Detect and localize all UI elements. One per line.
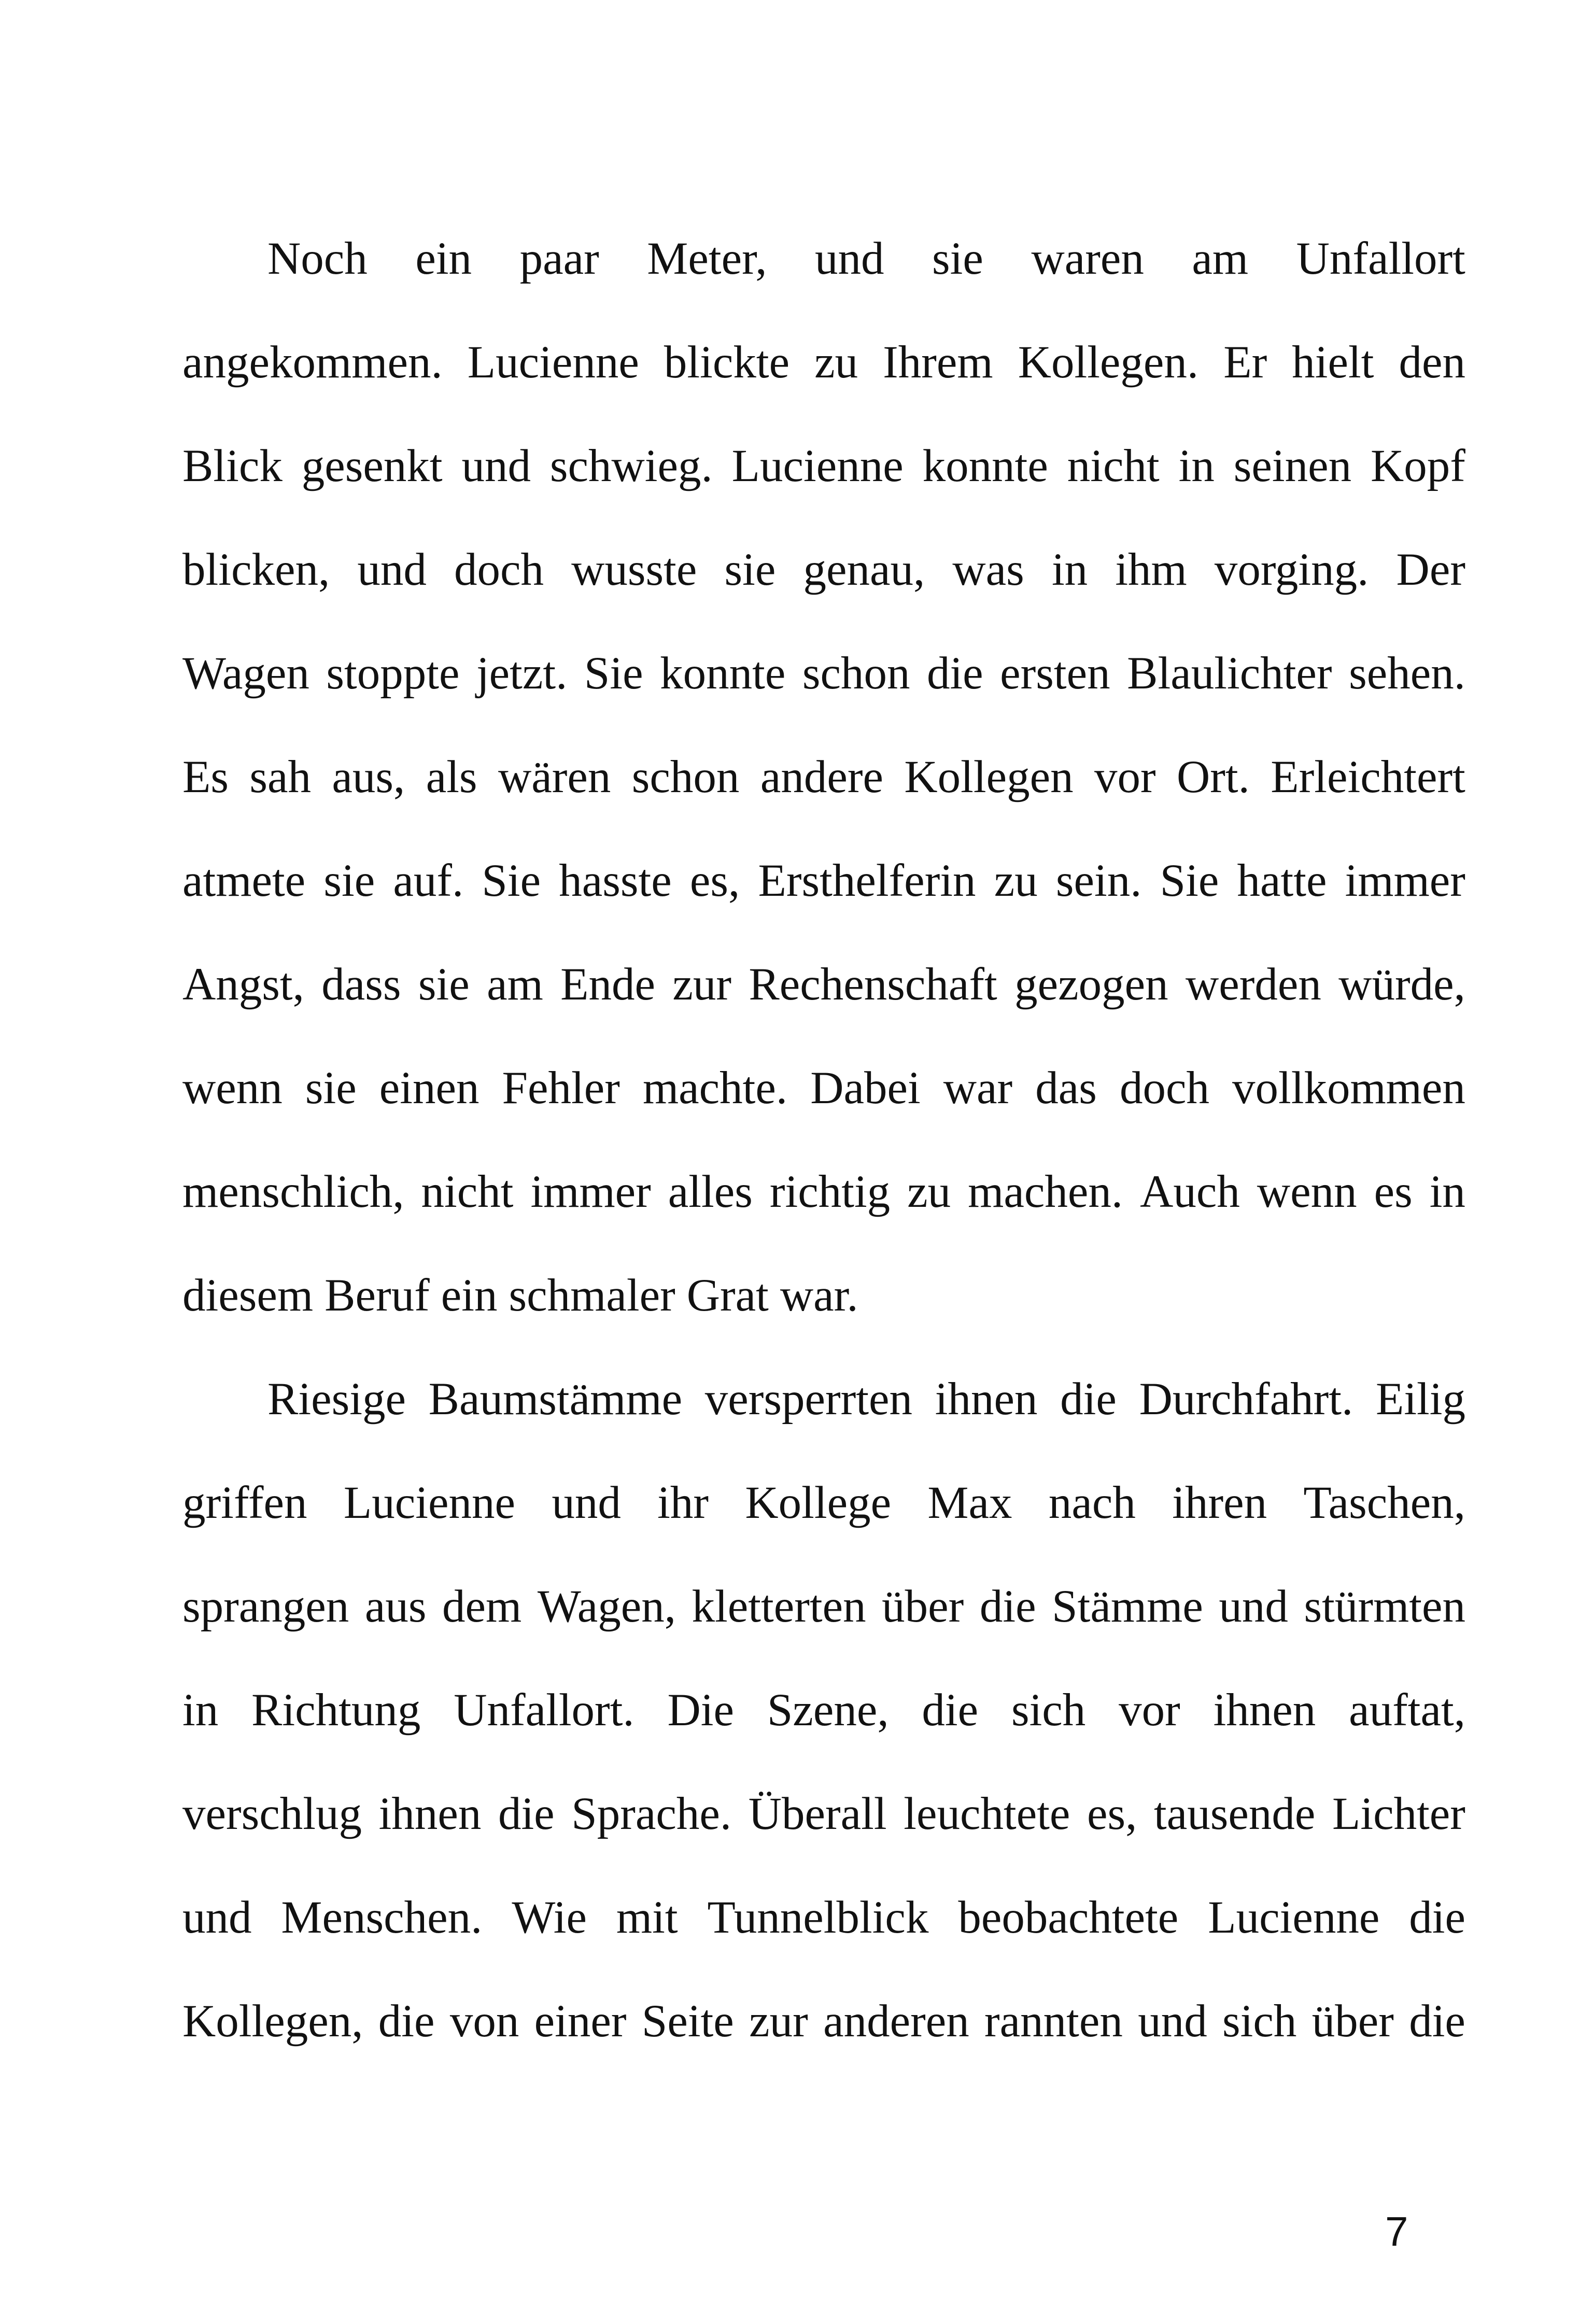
word: zur [672,959,732,1010]
word: zu [814,337,858,388]
word: Lichter [1332,1788,1465,1839]
word: Auch [1140,1166,1240,1217]
word: und [182,1892,252,1943]
word: in [1178,441,1215,491]
word: alles [668,1166,753,1217]
word: zur [749,1996,808,2047]
word: das [1035,1063,1097,1114]
word: sie [724,544,776,595]
word: gezogen [1014,959,1168,1010]
word: Erleichtert [1271,752,1465,802]
word: Sie [482,855,541,906]
word: sie [932,233,983,284]
word: Wagen, [537,1581,676,1632]
text-line [182,1572,1465,1675]
word: Riesige [267,1374,406,1425]
word: Lucienne [467,337,639,388]
word: schmaler [509,1270,675,1321]
word: Max [927,1477,1012,1528]
word: schon [802,648,910,699]
word: paar [519,233,599,284]
word: blicken, [182,544,330,595]
word: doch [1119,1063,1209,1114]
word: angekommen. [182,337,443,388]
word: sehen. [1349,648,1465,699]
word: sein. [1055,855,1142,906]
word: in [182,1685,219,1736]
word: es, [689,855,740,906]
word: menschlich, [182,1166,404,1217]
word: Lucienne [1208,1892,1380,1943]
text-line [182,1883,1465,1987]
word: stoppte [326,648,460,699]
word: Seite [641,1996,734,2047]
word: in [1051,544,1088,595]
word: schon [631,752,740,802]
word: zu [907,1166,951,1217]
word: Wagen [182,648,309,699]
word: dass [321,959,401,1010]
word: mit [616,1892,678,1943]
word: tausende [1154,1788,1316,1839]
word: ein [441,1270,498,1321]
word: hielt [1292,337,1374,388]
word: Sie [584,648,643,699]
word: immer [530,1166,651,1217]
word: die [1409,1892,1465,1943]
word: hatte [1237,855,1327,906]
word: Unfallort [1296,233,1465,284]
word: die [979,1581,1036,1632]
word: Angst, [182,959,304,1010]
word: auf. [393,855,464,906]
word: sie [323,855,375,906]
word: Stämme [1052,1581,1203,1632]
text-line [182,950,1465,1053]
word: und [461,441,531,491]
word: und [357,544,427,595]
word: wenn [182,1063,283,1114]
paragraph [182,1364,1465,2090]
word: nicht [1067,441,1160,491]
word: am [487,959,543,1010]
word: Dabei [810,1063,921,1114]
word: als [426,752,477,802]
word: Ende [560,959,656,1010]
word: Ort. [1177,752,1250,802]
word: ihr [657,1477,709,1528]
word: anderen [823,1996,969,2047]
word: werden [1185,959,1321,1010]
word: leuchtete [904,1788,1070,1839]
text-line [182,224,1465,328]
word: Sprache. [571,1788,732,1839]
word: Ersthelferin [758,855,976,906]
word: gesenkt [301,441,443,491]
word: war [943,1063,1013,1114]
word: ihnen [378,1788,482,1839]
word: stürmten [1304,1581,1465,1632]
word: sich [1222,1996,1297,2047]
text-line [182,1987,1465,2090]
word: sah [249,752,312,802]
word: und [815,233,884,284]
word: und [1219,1581,1288,1632]
text-line [182,431,1465,535]
word: Beruf [325,1270,430,1321]
word: genau, [803,544,925,595]
text-line [182,846,1465,950]
word: und [1138,1996,1207,2047]
text-line [182,1157,1465,1261]
word: ein [415,233,472,284]
word: wenn [1257,1166,1357,1217]
word: Szene, [767,1685,889,1736]
word: zu [994,855,1038,906]
word: am [1192,233,1249,284]
word: von [449,1996,519,2047]
word: sprangen [182,1581,349,1632]
word: kletterten [692,1581,866,1632]
word: die [1409,1996,1465,2047]
word: sie [418,959,470,1010]
word: wusste [571,544,697,595]
word: in [1429,1166,1465,1217]
word: richtig [769,1166,891,1217]
paragraph [182,224,1465,1364]
word: Kollege [745,1477,892,1528]
word: beobachtete [958,1892,1179,1943]
word: seinen [1233,441,1352,491]
word: aus, [332,752,405,802]
word: Meter, [647,233,767,284]
word: rannten [984,1996,1123,2047]
word: machte. [642,1063,788,1114]
text-line [182,1779,1465,1883]
word: andere [760,752,883,802]
word: Wie [512,1892,587,1943]
word: Unfallort. [454,1685,634,1736]
word: Die [667,1685,734,1736]
word: den [1399,337,1465,388]
word: Überall [748,1788,887,1839]
word: vollkommen [1232,1063,1465,1114]
text-line [182,1364,1465,1468]
text-line [182,1675,1465,1779]
word: Menschen. [281,1892,483,1943]
text-line [182,1468,1465,1572]
word: diesem [182,1270,314,1321]
word: die [1060,1374,1117,1425]
body-text [182,224,1465,2090]
word: ihren [1172,1477,1267,1528]
word: Fehler [502,1063,620,1114]
text-line [182,639,1465,742]
word: Blaulichter [1127,648,1332,699]
word: es [1374,1166,1413,1217]
word: waren [1031,233,1144,284]
word: wären [498,752,611,802]
word: hasste [559,855,672,906]
word: Er [1223,337,1267,388]
word: vor [1094,752,1156,802]
word: die [498,1788,555,1839]
word: griffen [182,1477,307,1528]
word: Taschen, [1303,1477,1465,1528]
word: immer [1345,855,1465,906]
word: Sie [1160,855,1219,906]
text-line [182,742,1465,846]
page-number: 7 [1385,2208,1408,2255]
word: Tunnelblick [707,1892,929,1943]
word: aus [364,1581,427,1632]
word: ihm [1115,544,1187,595]
word: Kollegen, [182,1996,363,2047]
word: ihnen [935,1374,1038,1425]
word: schwieg. [549,441,713,491]
word: Richtung [251,1685,421,1736]
word: die [378,1996,435,2047]
word: verschlug [182,1788,362,1839]
word: Ihrem [883,337,993,388]
word: was [952,544,1024,595]
text-line [182,1053,1465,1157]
word: Durchfahrt. [1139,1374,1353,1425]
word: vor [1119,1685,1180,1736]
text-line [182,328,1465,431]
word: ersten [1000,648,1110,699]
word: einen [379,1063,479,1114]
word: Baumstämme [428,1374,683,1425]
word: konnte [922,441,1048,491]
word: einer [534,1996,627,2047]
word: nach [1048,1477,1136,1528]
word: machen. [968,1166,1123,1217]
word: über [1311,1996,1394,2047]
word: nicht [421,1166,514,1217]
word: Kollegen [904,752,1074,802]
word: ihnen [1213,1685,1316,1736]
word: Es [182,752,229,802]
word: war. [780,1270,858,1321]
word: über [882,1581,964,1632]
word: doch [454,544,544,595]
word: die [922,1685,979,1736]
word: jetzt. [476,648,568,699]
word: Blick [182,441,283,491]
word: dem [442,1581,522,1632]
word: Eilig [1375,1374,1465,1425]
word: Der [1396,544,1465,595]
text-line [182,535,1465,639]
word: Kopf [1371,441,1465,491]
word: konnte [660,648,786,699]
text-line [182,1261,1465,1364]
word: die [926,648,983,699]
word: und [552,1477,621,1528]
word: vorging. [1214,544,1369,595]
word: versperrten [704,1374,913,1425]
word: sie [305,1063,357,1114]
word: Lucienne [731,441,904,491]
word: Rechenschaft [749,959,997,1010]
word: Noch [267,233,368,284]
word: atmete [182,855,306,906]
word: Kollegen. [1018,337,1199,388]
word: auftat, [1349,1685,1465,1736]
word: es, [1087,1788,1137,1839]
word: Lucienne [343,1477,515,1528]
word: Grat [686,1270,769,1321]
word: blickte [664,337,790,388]
word: sich [1011,1685,1086,1736]
word: würde, [1338,959,1465,1010]
